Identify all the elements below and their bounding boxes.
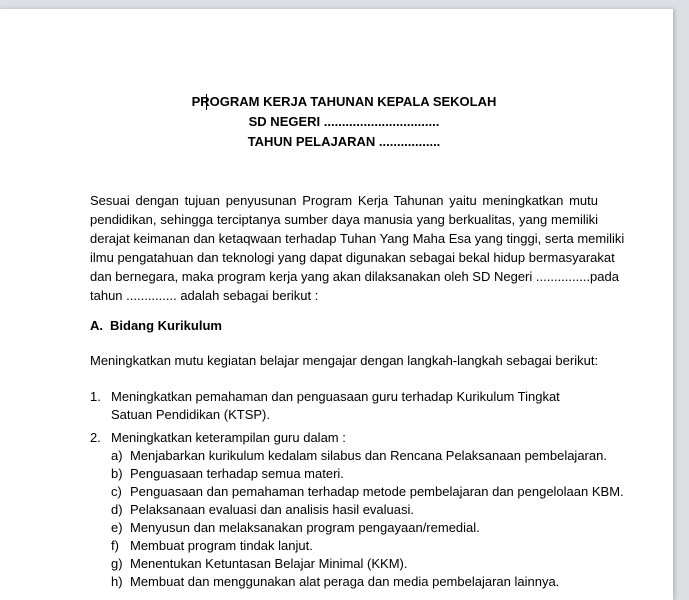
sub-list-item-letter: d) [111, 502, 123, 517]
list-item-number: 2. [90, 430, 101, 445]
sub-list-item-letter: e) [111, 520, 123, 535]
document-title-line-2: SD NEGERI ................................ [248, 114, 440, 129]
intro-paragraph-line: pendidikan, sehingga terciptanya sumber daya manusia yang berkualitas, yang memiliki [90, 212, 598, 227]
sub-list-item-text: Menyusun dan melaksanakan program pengayaan/remedial. [130, 520, 480, 535]
sub-list-item-text: Pelaksanaan evaluasi dan analisis hasil evaluasi. [130, 502, 415, 517]
sub-list-item-letter: f) [111, 538, 119, 553]
list-item-text-continued: Satuan Pendidikan (KTSP). [111, 407, 270, 422]
sub-list-item-text: Menentukan Ketuntasan Belajar Minimal (KKM). [130, 556, 408, 571]
sub-list-item-letter: g) [111, 556, 123, 571]
section-a-number: A. [90, 318, 103, 333]
section-a-heading [90, 318, 222, 334]
list-item-text: Meningkatkan pemahaman dan penguasaan guru terhadap Kurikulum Tingkat [111, 389, 560, 404]
sub-list-item-text: Penguasaan dan pemahaman terhadap metode pembelajaran dan pengelolaan KBM. [130, 484, 624, 499]
section-a-intro: Meningkatkan mutu kegiatan belajar mengajar dengan langkah-langkah sebagai berikut: [90, 353, 599, 368]
document-title-line-3: TAHUN PELAJARAN ................. [247, 134, 441, 149]
sub-list-item-text: Membuat program tindak lanjut. [130, 538, 313, 553]
intro-paragraph-line: dan bernegara, maka program kerja yang akan dilaksanakan oleh SD Negeri ...............pada [90, 269, 619, 284]
sub-list-item-text: Menjabarkan kurikulum kedalam silabus dan Rencana Pelaksanaan pembelajaran. [130, 448, 607, 463]
sub-list-item-letter: h) [111, 574, 123, 589]
intro-paragraph-line: ilmu pengatahuan dan teknologi yang dapat digunakan sebagai bekal hidup bermasyarakat [90, 250, 615, 265]
intro-paragraph-line: derajat keimanan dan ketaqwaan terhadap Tuhan Yang Maha Esa yang tinggi, serta memiliki [90, 231, 625, 246]
sub-list-item-letter: c) [111, 484, 122, 499]
document-title-line-1: PROGRAM KERJA TAHUNAN KEPALA SEKOLAH [191, 94, 497, 109]
sub-list-item-text: Membuat dan menggunakan alat peraga dan media pembelajaran lainnya. [130, 574, 560, 589]
intro-paragraph [90, 191, 625, 305]
sub-list-item-text: Penguasaan terhadap semua materi. [130, 466, 344, 481]
intro-paragraph-line: tahun .............. adalah sebagai berikut : [90, 288, 319, 303]
document-scroll-gutter[interactable] [673, 0, 689, 600]
sub-list-item-letter: b) [111, 466, 123, 481]
window-top-strip [0, 0, 689, 9]
list-item-text: Meningkatkan keterampilan guru dalam : [111, 430, 346, 445]
sub-list-item-letter: a) [111, 448, 123, 463]
section-a-title: Bidang Kurikulum [110, 318, 222, 333]
intro-paragraph-line: Sesuai dengan tujuan penyusunan Program Kerja Tahunan yaitu meningkatkan mutu [90, 193, 598, 208]
list-item-number: 1. [90, 389, 101, 404]
